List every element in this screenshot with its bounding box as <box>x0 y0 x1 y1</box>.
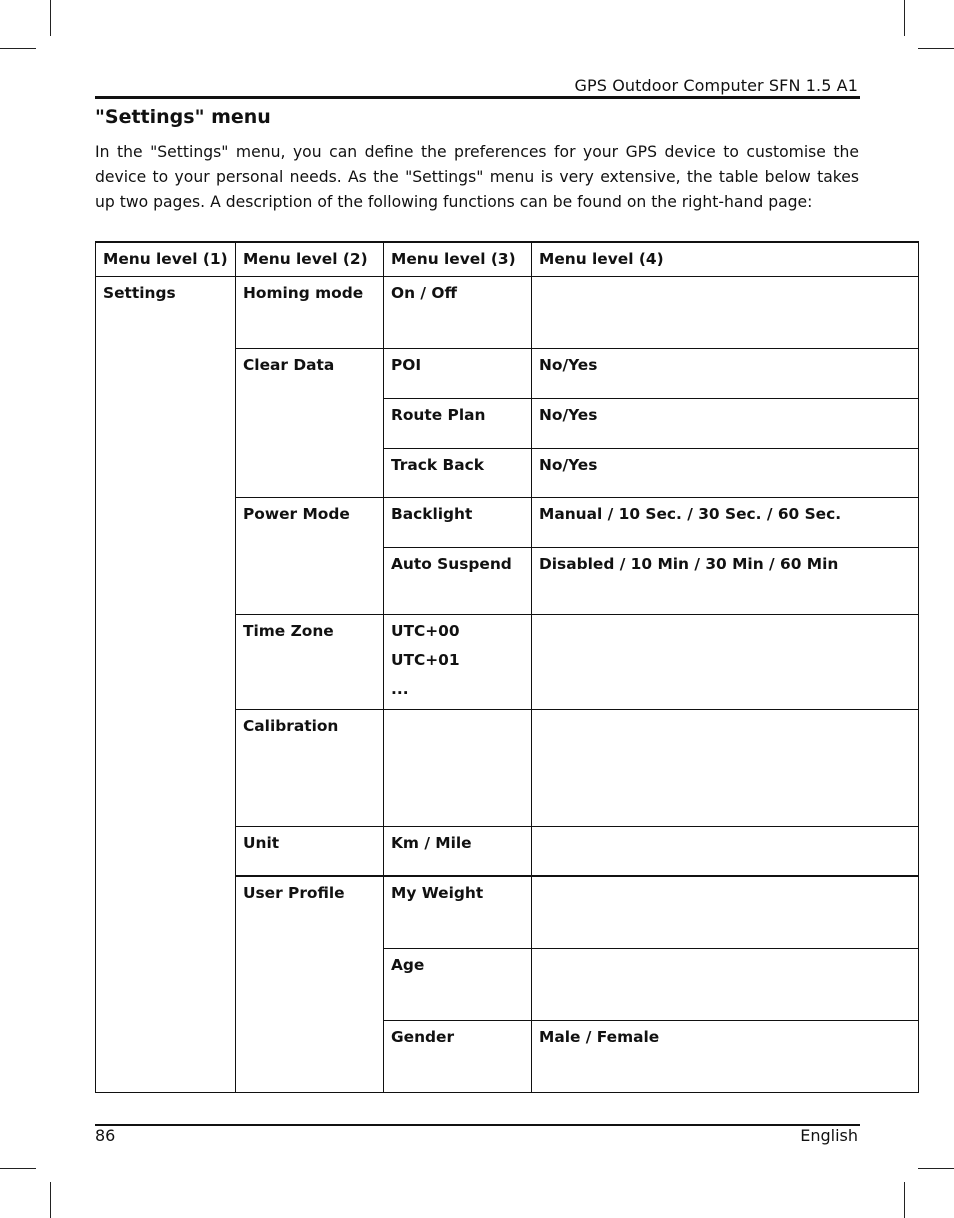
intro-paragraph: In the "Settings" menu, you can define the preferences for your GPS device to customise the device to your personal needs. As the "Settings" menu is very extensive, the table below takes up two pages. A description of the following functions can be found on the right-hand page: <box>95 143 859 211</box>
level2-user-profile: User Profile <box>236 876 384 1093</box>
section-title: "Settings" menu <box>95 106 271 128</box>
header-menu-level-2: Menu level (2) <box>236 242 384 277</box>
time-zone-more: ... <box>391 680 409 698</box>
level4-backlight-value: Manual / 10 Sec. / 30 Sec. / 60 Sec. <box>532 498 919 548</box>
level3-gender: Gender <box>384 1021 532 1093</box>
header-menu-level-3: Menu level (3) <box>384 242 532 277</box>
footer-rule <box>95 1124 860 1126</box>
level4-empty <box>532 876 919 949</box>
level4-empty <box>532 827 919 876</box>
level3-empty <box>384 710 532 827</box>
level2-homing-mode: Homing mode <box>236 277 384 349</box>
running-header: GPS Outdoor Computer SFN 1.5 A1 <box>574 76 858 95</box>
crop-mark <box>904 0 905 36</box>
level3-on-off: On / Off <box>384 277 532 349</box>
level2-calibration: Calibration <box>236 710 384 827</box>
level3-km-mile: Km / Mile <box>384 827 532 876</box>
level4-route-plan-value: No/Yes <box>532 399 919 449</box>
header-menu-level-4: Menu level (4) <box>532 242 919 277</box>
level3-track-back: Track Back <box>384 449 532 498</box>
page-number: 86 <box>95 1126 116 1145</box>
level4-track-back-value: No/Yes <box>532 449 919 498</box>
crop-mark <box>50 0 51 36</box>
level2-unit: Unit <box>236 827 384 876</box>
time-zone-utc01: UTC+01 <box>391 651 460 669</box>
time-zone-utc00: UTC+00 <box>391 622 460 640</box>
level3-age: Age <box>384 949 532 1021</box>
footer-language: English <box>800 1126 858 1145</box>
table-header-row <box>96 242 919 277</box>
header-rule <box>95 96 860 99</box>
settings-menu-table <box>95 241 919 1093</box>
level1-settings: Settings <box>96 277 236 1093</box>
crop-mark <box>918 1168 954 1169</box>
crop-mark <box>50 1182 51 1218</box>
level3-auto-suspend: Auto Suspend <box>384 548 532 615</box>
level4-gender-value: Male / Female <box>532 1021 919 1093</box>
level4-empty <box>532 949 919 1021</box>
crop-mark <box>0 48 36 49</box>
level3-my-weight: My Weight <box>384 876 532 949</box>
crop-mark <box>918 48 954 49</box>
header-menu-level-1: Menu level (1) <box>96 242 236 277</box>
crop-mark <box>904 1182 905 1218</box>
crop-mark <box>0 1168 36 1169</box>
level4-empty <box>532 615 919 710</box>
level4-poi-value: No/Yes <box>532 349 919 399</box>
level2-clear-data: Clear Data <box>236 349 384 498</box>
level3-backlight: Backlight <box>384 498 532 548</box>
level3-poi: POI <box>384 349 532 399</box>
level4-empty <box>532 710 919 827</box>
table-row <box>96 277 919 349</box>
level3-route-plan: Route Plan <box>384 399 532 449</box>
level2-time-zone: Time Zone <box>236 615 384 710</box>
level4-auto-suspend-value: Disabled / 10 Min / 30 Min / 60 Min <box>532 548 919 615</box>
level3-time-zone-values <box>384 615 532 710</box>
level4-empty <box>532 277 919 349</box>
level2-power-mode: Power Mode <box>236 498 384 615</box>
